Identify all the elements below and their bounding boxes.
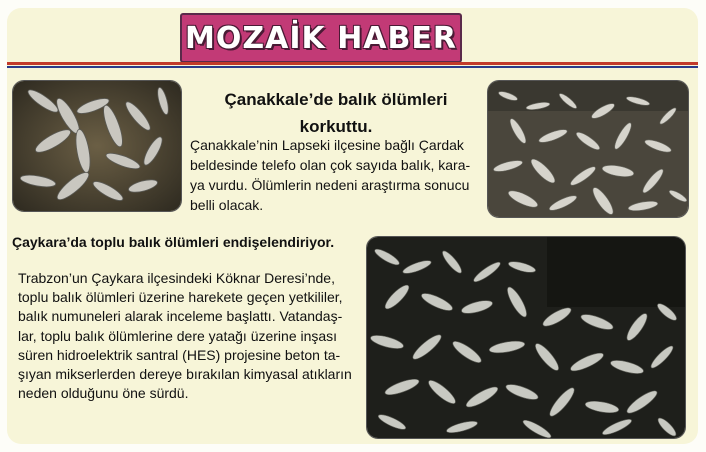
- story2-body-line: neden olduğunu öne sürdü.: [18, 385, 189, 402]
- story2-body-line: toplu balık ölümleri üzerine harekete geçen yetkililer,: [18, 289, 343, 306]
- dead-fish-on-ground-photo: [12, 80, 182, 212]
- banner-rule-red: [7, 62, 698, 65]
- story1-body-line: belli olacak.: [190, 197, 264, 213]
- story1-headline: [190, 86, 482, 140]
- dead-fish-on-shore-photo: [487, 80, 689, 218]
- story2-body-line: Trabzon’un Çaykara ilçesindeki Köknar Deresi’nde,: [18, 270, 335, 286]
- story1-body-line: ya vurdu. Ölümlerin nedeni araştırma sonucu: [190, 177, 470, 193]
- story2-body-line: süren hidroelektrik santral (HES) projesine beton ta-: [18, 346, 341, 363]
- story2-body: [18, 269, 363, 403]
- story2-headline: Çaykara’da toplu balık ölümleri endişelendiriyor.: [12, 234, 335, 250]
- dead-fish-in-river-photo: [366, 236, 686, 439]
- story1-body-line: Çanakkale’nin Lapseki ilçesine bağlı Çardak: [190, 137, 464, 153]
- story2-body-line: lar, toplu balık ölümlerine dere yatağı üzerine inşası: [18, 327, 338, 344]
- story1-headline-line1: Çanakkale’de balık ölümleri: [224, 90, 448, 109]
- mozaik-haber-banner: [180, 13, 462, 63]
- banner-title: MOZAİK HABER: [185, 20, 457, 56]
- banner-rule-blue: [7, 66, 698, 68]
- story2-body-line: balık numuneleri alarak inceleme başlattı. Vatandaş-: [18, 308, 343, 325]
- story1-body-line: beldesinde telefo olan çok sayıda balık, kara-: [190, 157, 471, 173]
- story1-body: [190, 135, 480, 215]
- story1-headline-line2: korkuttu.: [299, 117, 373, 136]
- story2-body-line: şıyan mikserlerden dereye bırakılan kimyasal atıkların: [18, 366, 352, 383]
